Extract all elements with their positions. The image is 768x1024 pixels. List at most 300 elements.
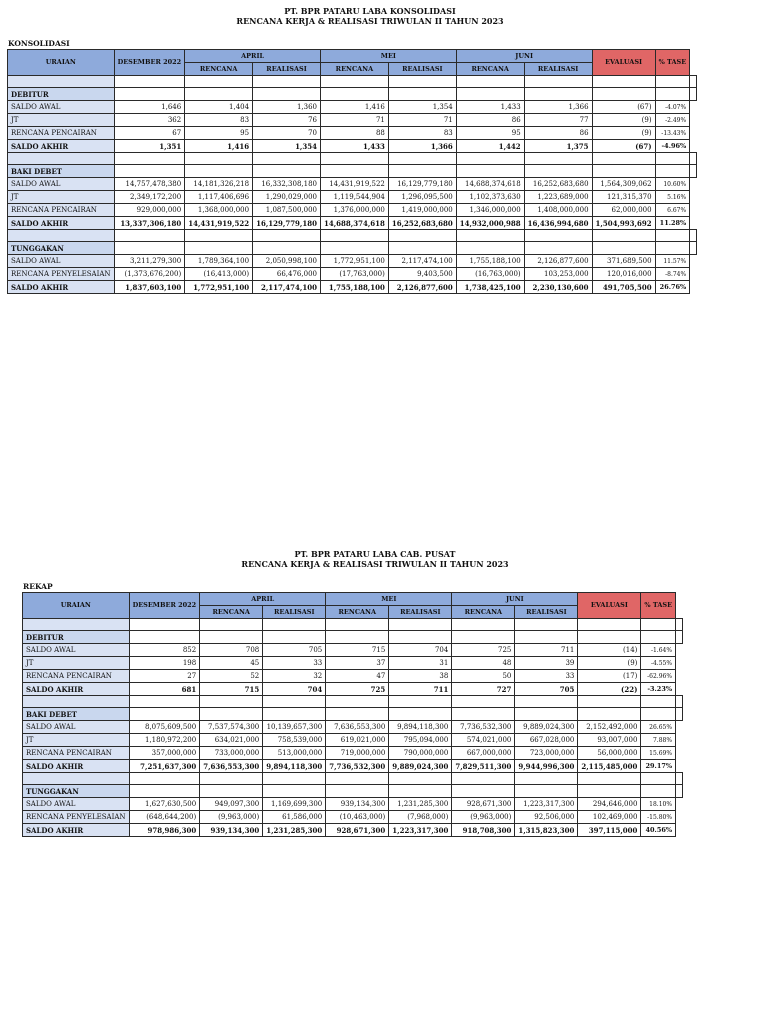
cell-value: 667,000,000 [452, 747, 515, 760]
table-row [23, 747, 683, 760]
empty-cell [200, 619, 263, 631]
cell-tase: 5.16% [655, 191, 690, 204]
empty-cell [578, 696, 641, 708]
section-title: BAKI DEBET [8, 165, 115, 178]
report-title [0, 549, 750, 569]
cell-value: 2,117,474,100 [253, 281, 321, 294]
cell-value: (16,763,000) [456, 268, 524, 281]
cell-value: 1,366 [524, 101, 592, 114]
cell-value: 1,755,188,100 [456, 255, 524, 268]
cell-value: 705 [515, 683, 578, 696]
table-row [23, 670, 683, 683]
section-title: BAKI DEBET [23, 708, 130, 721]
empty-cell [515, 773, 578, 785]
cell-tase: 26.76% [655, 281, 690, 294]
empty-cell [129, 696, 200, 708]
cell-value: 95 [185, 127, 253, 140]
cell-evaluasi: 294,646,000 [578, 798, 641, 811]
spacer-row [23, 696, 683, 708]
cell-value: (648,644,200) [129, 811, 200, 824]
cell-evaluasi: 2,152,492,000 [578, 721, 641, 734]
empty-cell [8, 230, 115, 242]
cell-value: 7,736,532,300 [452, 721, 515, 734]
empty-cell [655, 165, 690, 178]
empty-cell [592, 76, 655, 88]
cell-value: 758,539,000 [263, 734, 326, 747]
cell-evaluasi: (67) [592, 101, 655, 114]
cell-value: 77 [524, 114, 592, 127]
empty-cell [452, 785, 515, 798]
header-desember: DESEMBER 2022 [129, 593, 200, 619]
table-row [23, 644, 683, 657]
cell-value: 16,129,779,180 [388, 178, 456, 191]
empty-cell [655, 76, 690, 88]
cell-value: 719,000,000 [326, 747, 389, 760]
cell-tase: -8.74% [655, 268, 690, 281]
cell-value: 8,075,609,500 [129, 721, 200, 734]
cell-value: 16,129,779,180 [253, 217, 321, 230]
cell-tase: 6.67% [655, 204, 690, 217]
cell-value: 103,253,000 [524, 268, 592, 281]
empty-cell [185, 165, 253, 178]
cell-tase: -62.96% [641, 670, 676, 683]
row-label: RENCANA PENYELESAIAN [23, 811, 130, 824]
cell-value: 1,366 [388, 140, 456, 153]
empty-cell [253, 153, 321, 165]
cell-value: 939,134,300 [326, 798, 389, 811]
empty-cell [253, 230, 321, 242]
empty-cell [641, 619, 676, 631]
cell-value: 48 [452, 657, 515, 670]
empty-cell [456, 230, 524, 242]
cell-tase: 11.57% [655, 255, 690, 268]
cell-value: 7,736,532,300 [326, 760, 389, 773]
empty-cell [114, 153, 185, 165]
header-rencana: RENCANA [326, 606, 389, 619]
header-realisasi: REALISASI [515, 606, 578, 619]
table-row [8, 255, 697, 268]
table-row [23, 734, 683, 747]
empty-cell [641, 631, 676, 644]
cell-value: 16,252,683,680 [388, 217, 456, 230]
cell-value: 1,738,425,100 [456, 281, 524, 294]
cell-value: 1,231,285,300 [389, 798, 452, 811]
cell-value: 1,169,699,300 [263, 798, 326, 811]
table-row [8, 127, 697, 140]
row-label: SALDO AKHIR [8, 217, 115, 230]
cell-value: (16,413,000) [185, 268, 253, 281]
cell-value: 16,252,683,680 [524, 178, 592, 191]
empty-cell [263, 631, 326, 644]
cell-value: 67 [114, 127, 185, 140]
cell-value: 76 [253, 114, 321, 127]
empty-cell [389, 773, 452, 785]
cell-value: 1,789,364,100 [185, 255, 253, 268]
empty-cell [23, 773, 130, 785]
empty-cell [592, 230, 655, 242]
cell-evaluasi: (14) [578, 644, 641, 657]
empty-cell [253, 76, 321, 88]
empty-cell [23, 619, 130, 631]
cell-value: (10,463,000) [326, 811, 389, 824]
cell-value: 1,772,951,100 [320, 255, 388, 268]
empty-cell [456, 76, 524, 88]
empty-cell [655, 242, 690, 255]
table-row [8, 178, 697, 191]
cell-value: 7,636,553,300 [200, 760, 263, 773]
cell-value: 14,688,374,618 [456, 178, 524, 191]
cell-value: (7,968,000) [389, 811, 452, 824]
empty-cell [114, 230, 185, 242]
row-label: RENCANA PENCAIRAN [8, 204, 115, 217]
report-title [0, 6, 740, 26]
cell-value: 1,296,095,500 [388, 191, 456, 204]
table-row [23, 760, 683, 773]
section-header-row [8, 242, 697, 255]
empty-cell [388, 76, 456, 88]
spacer-row [8, 153, 697, 165]
table-row [8, 191, 697, 204]
section-title: TUNGGAKAN [23, 785, 130, 798]
empty-cell [690, 88, 697, 101]
header-month-april: APRIL [185, 50, 321, 63]
cell-tase: 29.17% [641, 760, 676, 773]
empty-cell [452, 631, 515, 644]
empty-cell [8, 76, 115, 88]
row-label: RENCANA PENYELESAIAN [8, 268, 115, 281]
empty-cell [524, 88, 592, 101]
header-rencana: RENCANA [320, 63, 388, 76]
cell-value: 357,000,000 [129, 747, 200, 760]
cell-evaluasi: (67) [592, 140, 655, 153]
cell-evaluasi: (9) [592, 127, 655, 140]
cell-value: 1,837,603,100 [114, 281, 185, 294]
cell-value: 790,000,000 [389, 747, 452, 760]
cell-value: (1,373,676,200) [114, 268, 185, 281]
section-title: TUNGGAKAN [8, 242, 115, 255]
empty-cell [690, 230, 697, 242]
table-row [8, 204, 697, 217]
cell-value: 71 [320, 114, 388, 127]
empty-cell [320, 88, 388, 101]
cell-value: 16,436,994,680 [524, 217, 592, 230]
spacer-row [23, 773, 683, 785]
section-header-row [23, 708, 683, 721]
cell-value: 852 [129, 644, 200, 657]
empty-cell [23, 696, 130, 708]
report-table-wrap [7, 49, 697, 294]
empty-cell [641, 696, 676, 708]
empty-cell [578, 785, 641, 798]
table-row [23, 721, 683, 734]
cell-evaluasi: 121,315,370 [592, 191, 655, 204]
empty-cell [515, 619, 578, 631]
cell-value: 978,986,300 [129, 824, 200, 837]
cell-value: 949,097,300 [200, 798, 263, 811]
empty-cell [389, 785, 452, 798]
cell-value: 1,404 [185, 101, 253, 114]
cell-tase: -1.64% [641, 644, 676, 657]
cell-value: 9,889,024,300 [389, 760, 452, 773]
empty-cell [326, 696, 389, 708]
empty-cell [524, 76, 592, 88]
cell-value: 727 [452, 683, 515, 696]
empty-cell [676, 696, 683, 708]
cell-value: 83 [185, 114, 253, 127]
header-rencana: RENCANA [456, 63, 524, 76]
cell-value: 362 [114, 114, 185, 127]
cell-value: 66,476,000 [253, 268, 321, 281]
cell-value: 9,894,118,300 [263, 760, 326, 773]
row-label: JT [8, 191, 115, 204]
empty-cell [129, 773, 200, 785]
cell-value: 45 [200, 657, 263, 670]
table-row [8, 101, 697, 114]
empty-cell [655, 88, 690, 101]
cell-value: 47 [326, 670, 389, 683]
empty-cell [524, 242, 592, 255]
cell-tase: -13.43% [655, 127, 690, 140]
header-realisasi: REALISASI [388, 63, 456, 76]
empty-cell [263, 619, 326, 631]
cell-value: 16,332,308,180 [253, 178, 321, 191]
row-label: JT [23, 734, 130, 747]
empty-cell [388, 242, 456, 255]
cell-value: 50 [452, 670, 515, 683]
cell-value: 704 [389, 644, 452, 657]
empty-cell [578, 708, 641, 721]
cell-value: 929,000,000 [114, 204, 185, 217]
cell-value: 1,231,285,300 [263, 824, 326, 837]
cell-value: 9,894,118,300 [389, 721, 452, 734]
cell-value: 619,021,000 [326, 734, 389, 747]
cell-value: 32 [263, 670, 326, 683]
cell-value: 1,646 [114, 101, 185, 114]
empty-cell [200, 785, 263, 798]
cell-value: 38 [389, 670, 452, 683]
empty-cell [320, 165, 388, 178]
header-realisasi: REALISASI [263, 606, 326, 619]
empty-cell [592, 242, 655, 255]
cell-value: (9,963,000) [452, 811, 515, 824]
section-header-row [23, 631, 683, 644]
section-header-row [8, 88, 697, 101]
empty-cell [452, 708, 515, 721]
header-rencana: RENCANA [185, 63, 253, 76]
cell-value: 14,431,919,522 [320, 178, 388, 191]
empty-cell [690, 76, 697, 88]
cell-value: 39 [515, 657, 578, 670]
cell-value: 9,889,024,300 [515, 721, 578, 734]
spacer-row [23, 619, 683, 631]
empty-cell [185, 230, 253, 242]
cell-value: 2,050,998,100 [253, 255, 321, 268]
cell-value: 2,126,877,600 [524, 255, 592, 268]
cell-value: 1,315,823,300 [515, 824, 578, 837]
cell-tase: -4.96% [655, 140, 690, 153]
cell-value: 1,433 [456, 101, 524, 114]
empty-cell [676, 708, 683, 721]
table-row [23, 657, 683, 670]
header-uraian: URAIAN [23, 593, 130, 619]
header-month-juni: JUNI [452, 593, 578, 606]
report-table [7, 49, 697, 294]
table-row [23, 824, 683, 837]
cell-tase: 40.56% [641, 824, 676, 837]
empty-cell [326, 631, 389, 644]
cell-value: 86 [524, 127, 592, 140]
empty-cell [326, 785, 389, 798]
header-evaluasi: EVALUASI [592, 50, 655, 76]
report-table [22, 592, 683, 837]
table-label: KONSOLIDASI [8, 39, 70, 48]
empty-cell [592, 88, 655, 101]
empty-cell [592, 165, 655, 178]
empty-cell [641, 785, 676, 798]
spacer-row [8, 230, 697, 242]
cell-value: 61,586,000 [263, 811, 326, 824]
spacer-row [8, 76, 697, 88]
cell-evaluasi: (9) [592, 114, 655, 127]
cell-value: 1,627,630,500 [129, 798, 200, 811]
header-evaluasi: EVALUASI [578, 593, 641, 619]
section-header-row [23, 785, 683, 798]
cell-value: 1,117,406,696 [185, 191, 253, 204]
empty-cell [114, 242, 185, 255]
report-title-line2: RENCANA KERJA & REALISASI TRIWULAN II TAHUN 2023 [236, 16, 504, 26]
empty-cell [389, 708, 452, 721]
header-rencana: RENCANA [200, 606, 263, 619]
header-tase: % TASE [641, 593, 676, 619]
cell-value: 1,354 [388, 101, 456, 114]
empty-cell [578, 773, 641, 785]
cell-value: 1,290,029,000 [253, 191, 321, 204]
cell-value: 634,021,000 [200, 734, 263, 747]
empty-cell [129, 785, 200, 798]
empty-cell [515, 785, 578, 798]
cell-value: 86 [456, 114, 524, 127]
report-title-line2: RENCANA KERJA & REALISASI TRIWULAN II TAHUN 2023 [241, 559, 509, 569]
cell-value: 711 [389, 683, 452, 696]
cell-value: (17,763,000) [320, 268, 388, 281]
row-label: SALDO AWAL [8, 178, 115, 191]
empty-cell [676, 785, 683, 798]
cell-evaluasi: 102,469,000 [578, 811, 641, 824]
row-label: JT [23, 657, 130, 670]
cell-value: 10,139,657,300 [263, 721, 326, 734]
empty-cell [655, 153, 690, 165]
empty-cell [320, 153, 388, 165]
empty-cell [676, 631, 683, 644]
cell-value: 37 [326, 657, 389, 670]
cell-tase: -2.49% [655, 114, 690, 127]
cell-tase: -4.55% [641, 657, 676, 670]
empty-cell [320, 230, 388, 242]
row-label: SALDO AWAL [8, 255, 115, 268]
empty-cell [388, 230, 456, 242]
cell-value: 1,419,000,000 [388, 204, 456, 217]
empty-cell [185, 153, 253, 165]
cell-value: 1,087,500,000 [253, 204, 321, 217]
cell-value: 928,671,300 [326, 824, 389, 837]
cell-value: 1,351 [114, 140, 185, 153]
cell-value: 31 [389, 657, 452, 670]
cell-tase: 7.88% [641, 734, 676, 747]
empty-cell [690, 242, 697, 255]
cell-evaluasi: 1,504,993,692 [592, 217, 655, 230]
row-label: SALDO AWAL [8, 101, 115, 114]
cell-value: 1,416 [185, 140, 253, 153]
cell-value: 33 [515, 670, 578, 683]
section-header-row [8, 165, 697, 178]
header-month-mei: MEI [320, 50, 456, 63]
row-label: SALDO AKHIR [8, 140, 115, 153]
empty-cell [114, 165, 185, 178]
report-title-line1: PT. BPR PATARU LABA KONSOLIDASI [284, 6, 456, 16]
empty-cell [389, 619, 452, 631]
cell-value: 715 [326, 644, 389, 657]
cell-value: 1,354 [253, 140, 321, 153]
cell-value: 795,094,000 [389, 734, 452, 747]
empty-cell [578, 631, 641, 644]
empty-cell [185, 76, 253, 88]
empty-cell [578, 619, 641, 631]
empty-cell [524, 153, 592, 165]
empty-cell [263, 773, 326, 785]
cell-value: 1,772,951,100 [185, 281, 253, 294]
cell-value: (9,963,000) [200, 811, 263, 824]
cell-evaluasi: 62,000,000 [592, 204, 655, 217]
cell-value: 9,403,500 [388, 268, 456, 281]
empty-cell [456, 165, 524, 178]
cell-value: 1,416 [320, 101, 388, 114]
cell-value: 1,408,000,000 [524, 204, 592, 217]
header-month-april: APRIL [200, 593, 326, 606]
cell-value: 1,223,689,000 [524, 191, 592, 204]
table-row [23, 798, 683, 811]
cell-value: 9,944,996,300 [515, 760, 578, 773]
row-label: SALDO AKHIR [23, 683, 130, 696]
empty-cell [456, 242, 524, 255]
empty-cell [388, 88, 456, 101]
table-row [8, 217, 697, 230]
cell-value: 1,376,000,000 [320, 204, 388, 217]
report-title-line1: PT. BPR PATARU LABA CAB. PUSAT [294, 549, 456, 559]
cell-value: 33 [263, 657, 326, 670]
cell-value: 92,506,000 [515, 811, 578, 824]
cell-value: 14,932,000,988 [456, 217, 524, 230]
report-table-wrap [22, 592, 683, 837]
empty-cell [452, 619, 515, 631]
cell-value: 1,755,188,100 [320, 281, 388, 294]
header-row [23, 593, 683, 606]
section-title: DEBITUR [8, 88, 115, 101]
cell-value: 725 [452, 644, 515, 657]
empty-cell [388, 153, 456, 165]
empty-cell [185, 242, 253, 255]
cell-value: 704 [263, 683, 326, 696]
cell-value: 733,000,000 [200, 747, 263, 760]
cell-value: 14,757,478,380 [114, 178, 185, 191]
cell-value: 95 [456, 127, 524, 140]
header-desember: DESEMBER 2022 [114, 50, 185, 76]
table-row [8, 140, 697, 153]
cell-value: 198 [129, 657, 200, 670]
empty-cell [592, 153, 655, 165]
empty-cell [389, 696, 452, 708]
row-label: SALDO AWAL [23, 721, 130, 734]
cell-value: 52 [200, 670, 263, 683]
